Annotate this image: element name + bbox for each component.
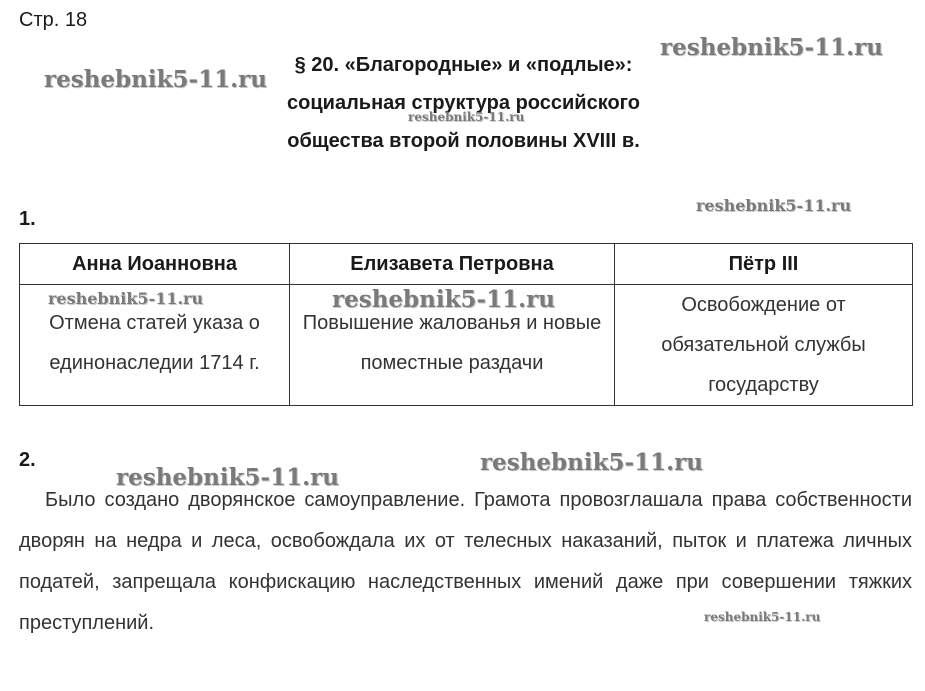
table-cell: Освобождение от обязательной службы государству [615, 285, 913, 406]
table-cell: Отмена статей указа о единонаследии 1714 г. [20, 285, 290, 406]
watermark: reshebnik5-11.ru [696, 196, 852, 215]
watermark: reshebnik5-11.ru [480, 449, 703, 476]
section-heading-line-1: § 20. «Благородные» и «подлые»: [294, 54, 633, 76]
table-header-cell: Елизавета Петровна [290, 244, 615, 285]
watermark: reshebnik5-11.ru [408, 110, 525, 124]
watermark: reshebnik5-11.ru [704, 610, 821, 624]
task-2-answer-text: Было создано дворянское самоуправление. Грамота провозглашала права собственности дворян на недра и леса, освобождала их от телесных наказаний, пыток и платежа личных податей, запрещала конфискацию наследственных имений даже при совершении тяжких преступлений. [19, 489, 912, 634]
watermark: reshebnik5-11.ru [48, 289, 204, 308]
watermark: reshebnik5-11.ru [116, 464, 339, 491]
section-heading-line-2: социальная структура российского [287, 92, 640, 114]
task-1-number: 1. [19, 208, 36, 230]
watermark: reshebnik5-11.ru [332, 286, 555, 313]
table-header-cell: Анна Иоанновна [20, 244, 290, 285]
table-header-row [20, 244, 913, 285]
task-2-number: 2. [19, 449, 36, 471]
table-cell: Повышение жалованья и новые поместные раздачи [290, 285, 615, 406]
section-heading [220, 46, 707, 160]
page-number: Стр. 18 [19, 9, 88, 31]
table-header-cell: Пётр III [615, 244, 913, 285]
watermark: reshebnik5-11.ru [660, 34, 883, 61]
watermark: reshebnik5-11.ru [44, 66, 267, 93]
section-heading-line-3: общества второй половины XVIII в. [287, 130, 640, 152]
rulers-table [19, 243, 913, 406]
